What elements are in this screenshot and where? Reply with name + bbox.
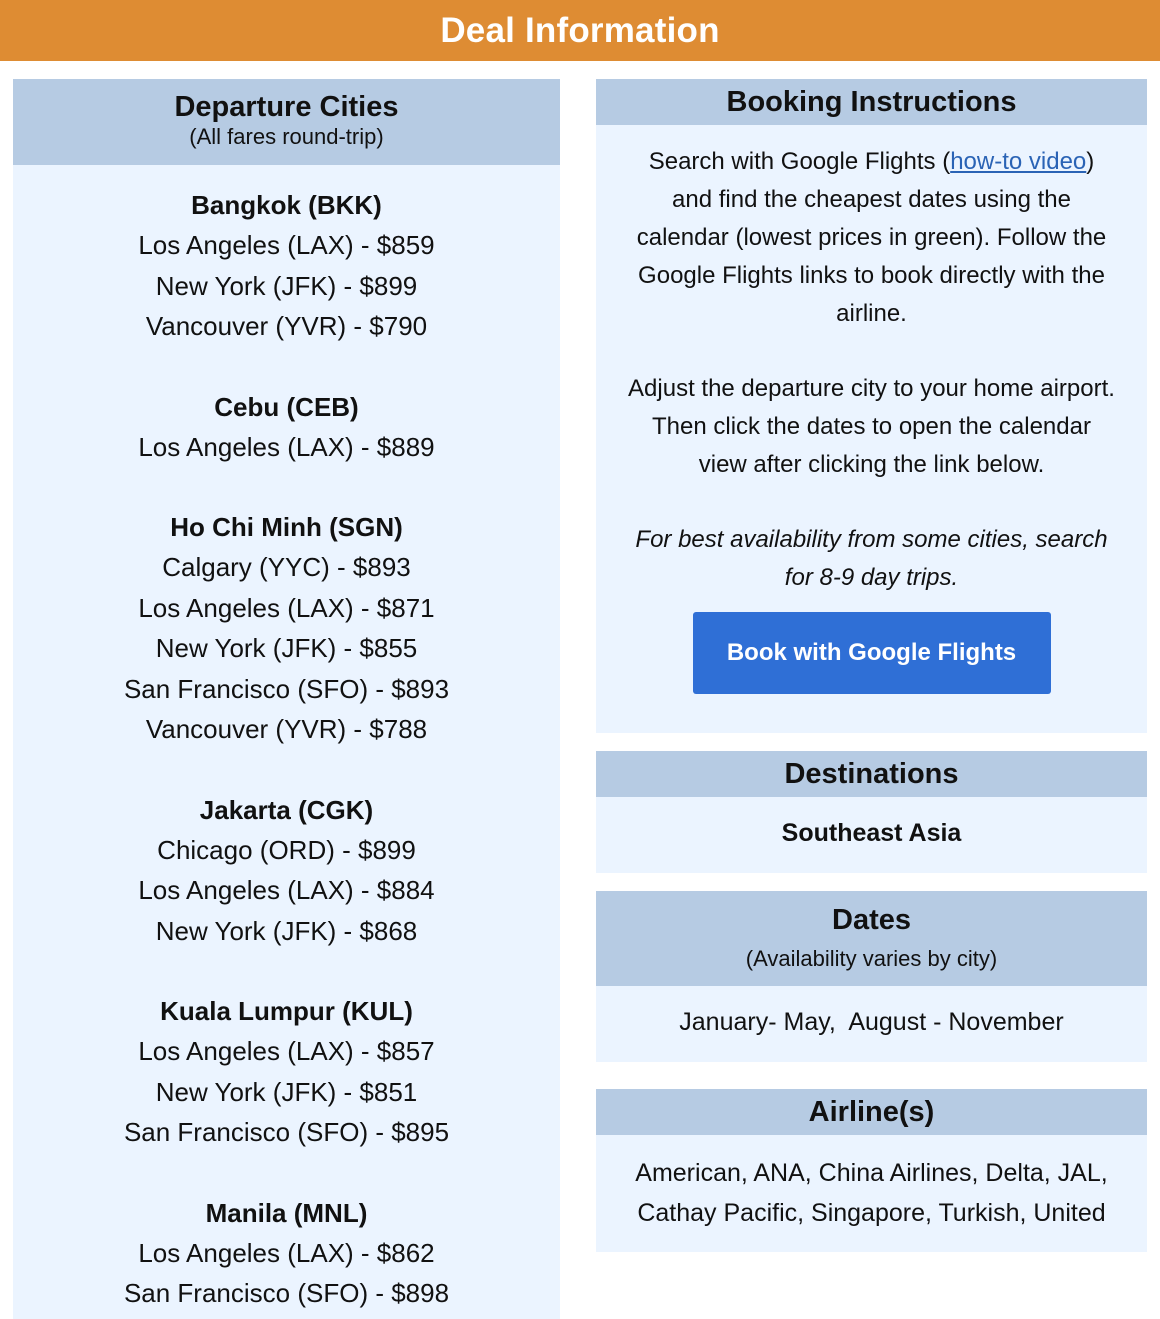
airlines-title: Airline(s) [808,1096,935,1128]
destination-city-name: Ho Chi Minh (SGN) [170,512,403,542]
departure-cities-panel [13,79,560,1319]
destination-city-name: Cebu (CEB) [214,391,359,422]
departure-cities-subtitle: (All fares round-trip) [189,124,384,149]
fare-item: Calgary (YYC) - $893 [162,552,411,582]
airlines-header [596,1089,1147,1135]
destinations-title: Destinations [784,758,959,790]
dates-value: January- May, August - November [679,1008,1064,1036]
fare-item: New York (JFK) - $855 [155,633,418,663]
how-to-video-link[interactable]: how-to video [950,148,1087,175]
city-group [13,790,560,952]
departure-cities-header [13,79,560,165]
fare-item: New York (JFK) - $868 [155,915,418,946]
airlines-panel [596,1089,1147,1252]
city-group [13,1193,560,1314]
fare-item: Los Angeles (LAX) - $889 [138,431,435,462]
fare-item: New York (JFK) - $899 [155,270,418,301]
dates-header [596,891,1147,986]
booking-note: For best availability from some cities, search for 8-9 day trips. [635,526,1108,591]
book-with-google-flights-button[interactable]: Book with Google Flights [693,612,1051,694]
fare-item: New York (JFK) - $851 [155,1076,418,1107]
booking-instructions-header [596,79,1147,125]
fare-item: San Francisco (SFO) - $898 [123,1278,450,1308]
fare-item: Los Angeles (LAX) - $871 [138,592,435,623]
city-group [13,991,560,1153]
dates-panel [596,891,1147,1062]
fare-item: Chicago (ORD) - $899 [157,834,416,865]
city-group [13,185,560,347]
fare-item: Los Angeles (LAX) - $857 [138,1036,435,1066]
page-title: Deal Information [440,10,720,50]
fare-item: San Francisco (SFO) - $895 [123,1117,450,1147]
booking-instructions-title: Booking Instructions [726,86,1017,118]
destinations-panel [596,751,1147,873]
departure-cities-title: Departure Cities [174,91,399,123]
city-group [13,507,560,750]
fare-item: Los Angeles (LAX) - $859 [138,230,435,260]
booking-instructions-panel [596,79,1147,733]
fare-item: Los Angeles (LAX) - $884 [138,875,435,905]
destination-city-name: Manila (MNL) [205,1197,368,1228]
booking-text-1b: ) and find the cheapest dates using the calendar (lowest prices in green). Follow the Google Flights links to book directly with the airline. [636,148,1107,327]
city-list [13,165,560,1314]
fare-item: San Francisco (SFO) - $893 [123,673,450,704]
fare-item: Vancouver (YVR) - $788 [145,714,428,744]
dates-title: Dates [832,904,911,936]
destinations-value: Southeast Asia [781,819,962,847]
booking-paragraph-2: Adjust the departure city to your home airport. Then click the dates to open the calendar view after clicking the link below. [628,375,1115,478]
dates-subtitle: (Availability varies by city) [745,946,998,971]
booking-instructions-body [596,125,1147,694]
booking-text-1a: Search with Google Flights ( [648,148,951,175]
deal-information-header [0,0,1160,61]
destination-city-name: Kuala Lumpur (KUL) [160,996,413,1026]
fare-item: Vancouver (YVR) - $790 [145,311,428,341]
destination-city-name: Bangkok (BKK) [191,190,382,220]
destination-city-name: Jakarta (CGK) [199,794,374,825]
airlines-value: American, ANA, China Airlines, Delta, JAL, Cathay Pacific, Singapore, Turkish, United [635,1159,1108,1227]
booking-paragraph-1 [626,143,1117,333]
destinations-header [596,751,1147,797]
city-group [13,387,560,468]
fare-item: Los Angeles (LAX) - $862 [138,1237,435,1268]
